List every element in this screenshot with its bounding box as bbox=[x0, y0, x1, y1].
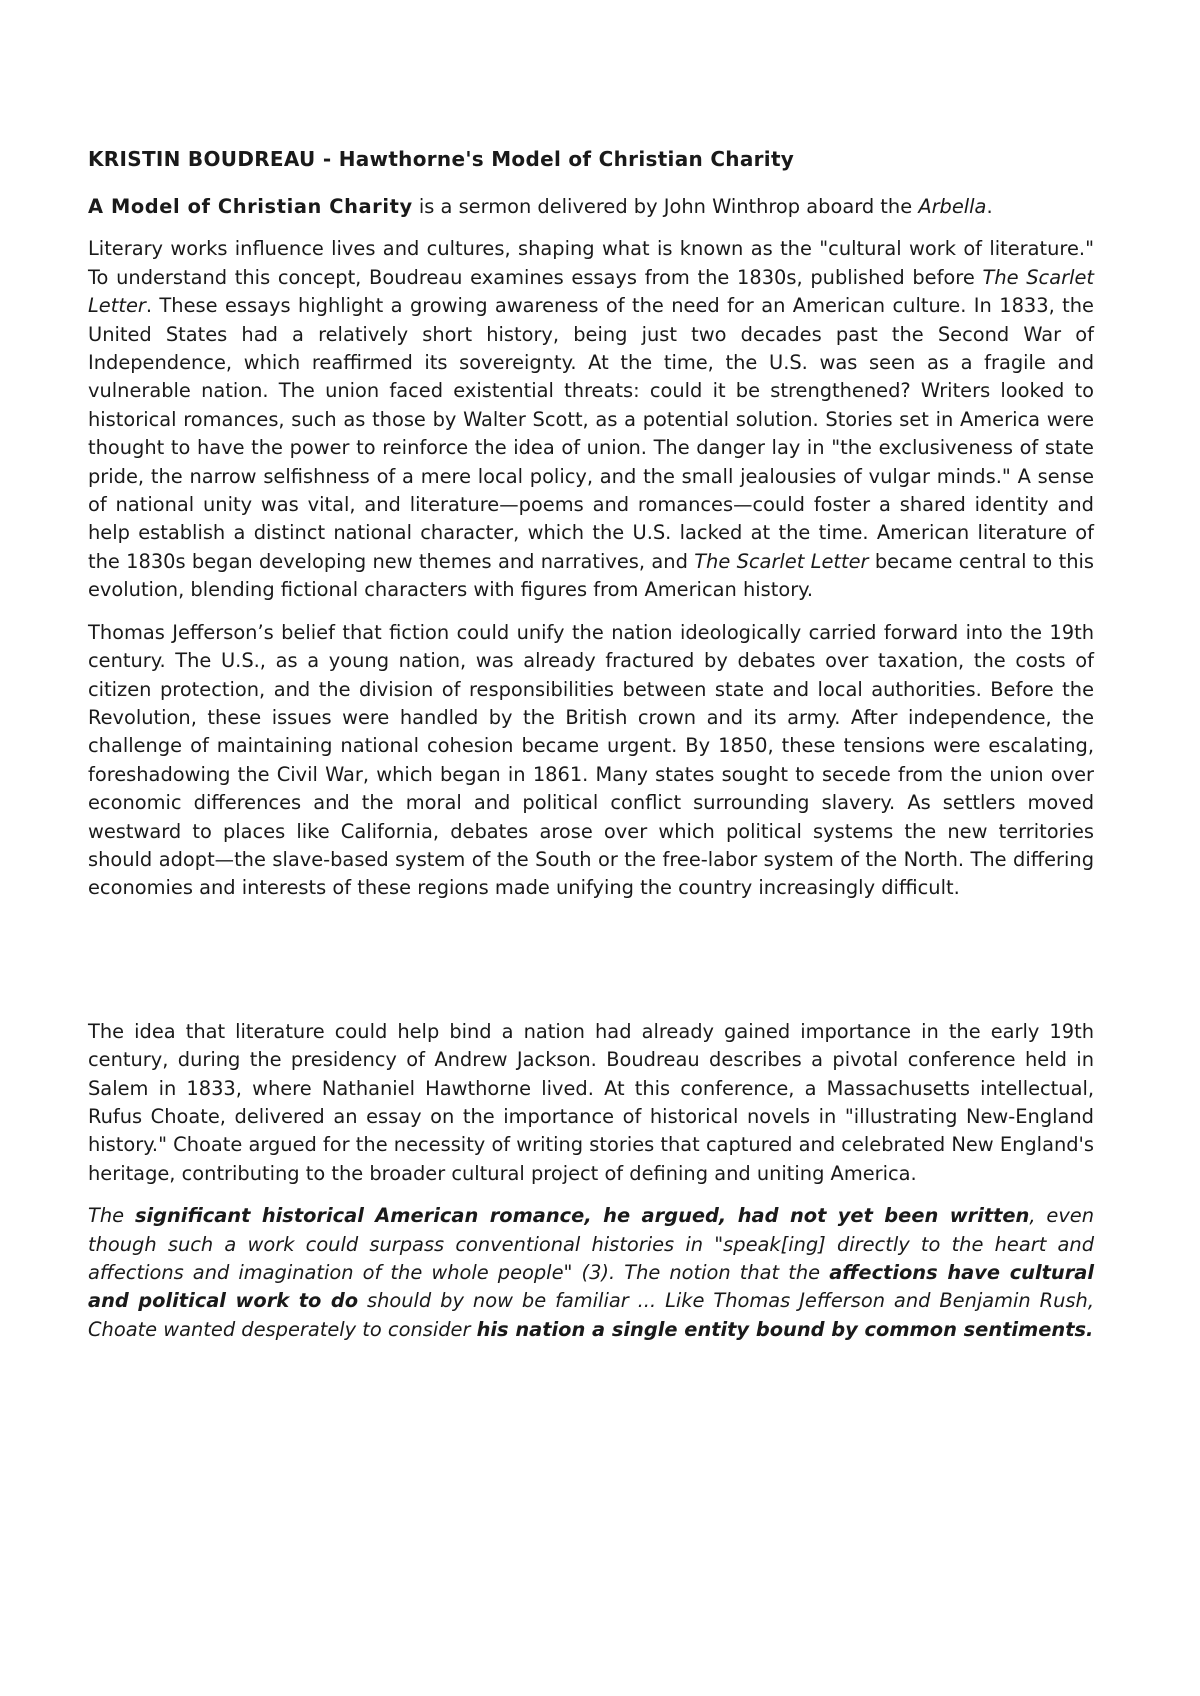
quote-emphasis: significant historical American romance, he argued, had not yet been written bbox=[134, 1204, 1030, 1228]
ship-name: Arbella bbox=[918, 195, 987, 218]
book-title: The Scarlet Letter bbox=[694, 549, 869, 573]
paragraph-jefferson: Thomas Jefferson’s belief that fiction could unify the nation ideologically carried forward into the 19th century. The U.S., as a young nation, was already fractured by debates over taxation, the costs of citizen protection, and the division of responsibilities between state and local authorities. Before the Revolution, these issues were handled by the British crown and its army. After independence, the challenge of maintaining national cohesion became urgent. By 1850, these tensions were escalating, foreshadowing the Civil War, which began in 1861. Many states sought to secede from the union over economic differences and the moral and political conflict surrounding slavery. As settlers moved westward to places like California, debates arose over which political systems the new territories should adopt—the slave-based system of the South or the free-labor system of the North. The differing economies and interests of these regions made unifying the country increasingly difficult. bbox=[88, 620, 1094, 900]
document-page bbox=[88, 145, 1094, 1358]
sermon-title: A Model of Christian Charity bbox=[88, 195, 413, 218]
section-gap bbox=[88, 917, 1094, 1018]
document-title: KRISTIN BOUDREAU - Hawthorne's Model of Christian Charity bbox=[88, 147, 795, 171]
quote-emphasis: his nation a single entity bound by common sentiments. bbox=[476, 1317, 1094, 1341]
book-title: The Scarlet Letter bbox=[88, 265, 1094, 318]
intro-end: . bbox=[986, 195, 993, 218]
paragraph-text: became central to this evolution, blending fictional characters with figures from American history. bbox=[88, 549, 1094, 602]
quote-text: The bbox=[88, 1204, 135, 1228]
quote-text: should by now be familiar ... Like Thomas Jefferson and Benjamin Rush, Choate wanted desperately to consider bbox=[88, 1289, 1094, 1341]
quote-text: , even though such a work could surpass conventional histories in "speak[ing] directly to the heart and affections and imagination of the whole people" (3). The notion that the bbox=[88, 1204, 1095, 1284]
block-quote bbox=[88, 1202, 1094, 1344]
paragraph-salem-conference: The idea that literature could help bind a nation had already gained importance in the early 19th century, during the presidency of Andrew Jackson. Boudreau describes a pivotal conference held in Salem in 1833, where Nathaniel Hawthorne lived. At this conference, a Massachusetts intellectual, Rufus Choate, delivered an essay on the importance of historical novels in "illustrating New-England history." Choate argued for the necessity of writing stories that captured and celebrated New England's heritage, contributing to the broader cultural project of defining and uniting America. bbox=[88, 1019, 1094, 1185]
paragraph-text: . These essays highlight a growing awareness of the need for an American culture. In 1833, the United States had a relatively short history, being just two decades past the Second War of Independence, which reaffirmed its sovereignty. At the time, the U.S. was seen as a fragile and vulnerable nation. The union faced existential threats: could it be strengthened? Writers looked to historical romances, such as those by Walter Scott, as a potential solution. Stories set in America were thought to have the power to reinforce the idea of union. The danger lay in "the exclusiveness of state pride, the narrow selfishness of a mere local policy, and the small jealousies of vulgar minds." A sense of national unity was vital, and literature—poems and romances—could foster a shared identity and help establish a distinct national character, which the U.S. lacked at the time. American literature of the 1830s began developing new themes and narratives, and bbox=[88, 294, 1094, 573]
paragraph-text: Literary works influence lives and cultures, shaping what is known as the "cultural work of literature." To understand this concept, Boudreau examines essays from the 1830s, published before bbox=[88, 237, 1094, 289]
quote-emphasis: affections have cultural and political work to do bbox=[88, 1261, 1095, 1313]
paragraph-cultural-work bbox=[88, 235, 1094, 604]
intro-text: is a sermon delivered by John Winthrop aboard the bbox=[412, 195, 919, 218]
intro-paragraph bbox=[88, 193, 1094, 221]
